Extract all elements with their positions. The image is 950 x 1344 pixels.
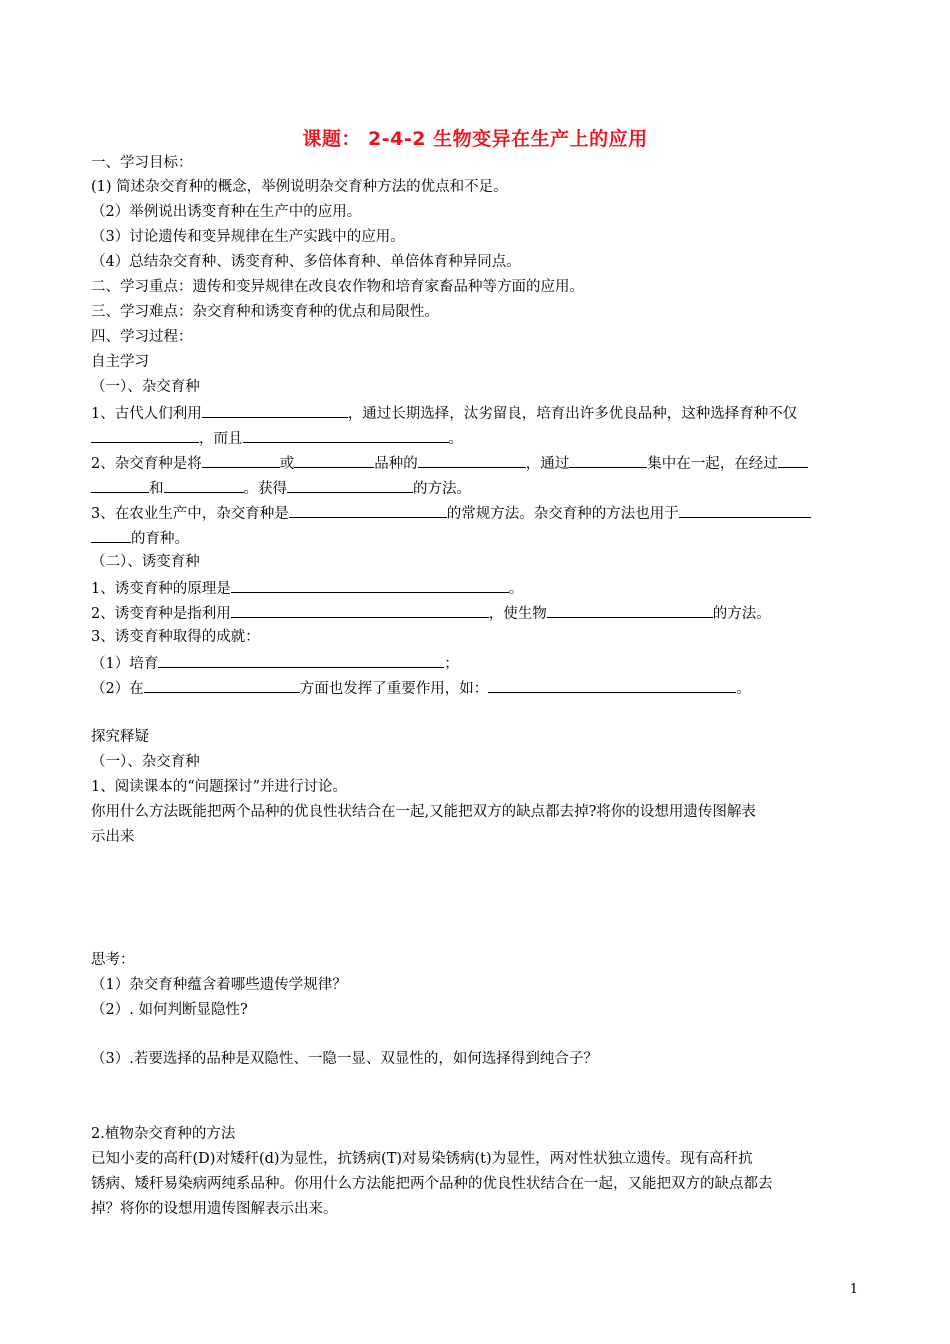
hybrid-q1 xyxy=(91,402,797,424)
question-text: 的方法。 xyxy=(413,481,471,497)
mutation-heading: （二）、诱变育种 xyxy=(91,554,200,570)
question-text: 2、杂交育种是将 xyxy=(91,456,202,472)
q2-heading: 2.植物杂交育种的方法 xyxy=(91,1126,236,1142)
inquiry-sub: （一）、杂交育种 xyxy=(91,754,200,770)
objective-item: （3）讨论遗传和变异规律在生产实践中的应用。 xyxy=(91,229,405,245)
q2-text: 掉？将你的设想用遗传图解表示出来。 xyxy=(91,1201,338,1217)
question-text: 1、古代人们利用 xyxy=(91,406,202,422)
hybrid-heading: （一）、杂交育种 xyxy=(91,379,200,395)
self-study-heading: 自主学习 xyxy=(91,354,149,370)
question-text: 品种的 xyxy=(374,456,418,472)
question-text: 集中在一起，在经过 xyxy=(647,456,778,472)
answer-blank[interactable] xyxy=(679,502,811,518)
q2-text: 锈病、矮秆易染病两纯系品种。你用什么方法能把两个品种的优良性状结合在一起，又能把双方的缺点都去 xyxy=(91,1176,773,1192)
hybrid-q3-cont xyxy=(91,527,189,549)
page-number: 1 xyxy=(849,1282,858,1297)
inquiry-q1: 1、阅读课本的“问题探讨”并进行讨论。 xyxy=(91,779,348,795)
question-text: 的方法。 xyxy=(712,606,771,622)
answer-blank[interactable] xyxy=(569,452,647,468)
question-text: ； xyxy=(444,656,459,672)
question-text: 。 xyxy=(736,681,751,697)
question-text: 。 xyxy=(448,431,463,447)
question-text: 2、诱变育种是指利用 xyxy=(91,606,231,622)
key-point: 二、学习重点：遗传和变异规律在改良农作物和培育家畜品种等方面的应用。 xyxy=(91,279,584,295)
think-item: （3）.若要选择的品种是双隐性、一隐一显、双显性的，如何选择得到纯合子？ xyxy=(91,1051,598,1067)
answer-blank[interactable] xyxy=(418,452,526,468)
hybrid-q2 xyxy=(91,452,808,474)
answer-blank[interactable] xyxy=(231,577,509,593)
mutation-q3-1 xyxy=(91,652,459,674)
objective-item: (1) 简述杂交育种的概念，举例说明杂交育种方法的优点和不足。 xyxy=(91,179,508,195)
answer-blank[interactable] xyxy=(91,427,199,443)
answer-blank[interactable] xyxy=(243,427,449,443)
question-text: 。 xyxy=(508,581,524,597)
inquiry-q1-text: 你用什么方法既能把两个品种的优良性状结合在一起,又能把双方的缺点都去掉?将你的设想用遗传图解表 xyxy=(91,804,756,820)
difficulty: 三、学习难点：杂交育种和诱变育种的优点和局限性。 xyxy=(91,304,439,320)
question-text: 和 xyxy=(149,481,164,497)
mutation-q3: 3、诱变育种取得的成就： xyxy=(91,629,260,645)
question-text: 的常规方法。杂交育种的方法也用于 xyxy=(446,506,679,522)
objective-item: （4）总结杂交育种、诱变育种、多倍体育种、单倍体育种异同点。 xyxy=(91,254,521,270)
answer-blank[interactable] xyxy=(547,602,713,618)
question-text: （2）在 xyxy=(91,681,144,697)
question-text: （1）培育 xyxy=(91,656,159,672)
answer-blank[interactable] xyxy=(144,677,300,693)
think-item: （1）杂交育种蕴含着哪些遗传学规律？ xyxy=(91,977,347,993)
question-text: 1、诱变育种的原理是 xyxy=(91,581,231,597)
answer-blank[interactable] xyxy=(287,477,413,493)
question-text: ，通过 xyxy=(525,456,570,472)
answer-blank[interactable] xyxy=(164,477,244,493)
answer-blank[interactable] xyxy=(91,527,131,543)
inquiry-q1-text: 示出来 xyxy=(91,829,135,845)
think-item: （2）. 如何判断显隐性? xyxy=(91,1002,248,1018)
hybrid-q3 xyxy=(91,502,811,524)
hybrid-q1-cont xyxy=(91,427,463,449)
question-text: 。获得 xyxy=(243,481,287,497)
answer-blank[interactable] xyxy=(158,652,444,668)
answer-blank[interactable] xyxy=(202,402,348,418)
answer-blank[interactable] xyxy=(202,452,280,468)
objective-item: （2）举例说出诱变育种在生产中的应用。 xyxy=(91,204,362,220)
q2-text: 已知小麦的高秆(D)对矮秆(d)为显性，抗锈病(T)对易染锈病(t)为显性，两对性状独立遗传。现有高秆抗 xyxy=(91,1151,753,1167)
question-text: ，使生物 xyxy=(488,606,547,622)
answer-blank[interactable] xyxy=(289,502,447,518)
question-text: ，而且 xyxy=(199,431,243,447)
question-text: 方面也发挥了重要作用，如： xyxy=(299,681,489,697)
mutation-q2 xyxy=(91,602,771,624)
page-title: 课题： 2-4-2 生物变异在生产上的应用 xyxy=(302,128,648,150)
question-text: 3、在农业生产中，杂交育种是 xyxy=(91,506,289,522)
answer-blank[interactable] xyxy=(91,477,149,493)
answer-blank[interactable] xyxy=(231,602,489,618)
inquiry-heading: 探究释疑 xyxy=(91,729,149,745)
objectives-heading: 一、学习目标： xyxy=(91,155,193,171)
question-text: 或 xyxy=(279,456,295,472)
hybrid-q2-cont xyxy=(91,477,471,499)
mutation-q1 xyxy=(91,577,523,599)
mutation-q3-2 xyxy=(91,677,751,699)
think-heading: 思考： xyxy=(91,952,135,968)
answer-blank[interactable] xyxy=(488,677,736,693)
question-text: 的育种。 xyxy=(131,531,189,547)
process-heading: 四、学习过程： xyxy=(91,329,193,345)
answer-blank[interactable] xyxy=(294,452,374,468)
question-text: ，通过长期选择，汰劣留良，培育出许多优良品种，这种选择育种不仅 xyxy=(347,406,798,422)
answer-blank[interactable] xyxy=(778,452,808,468)
